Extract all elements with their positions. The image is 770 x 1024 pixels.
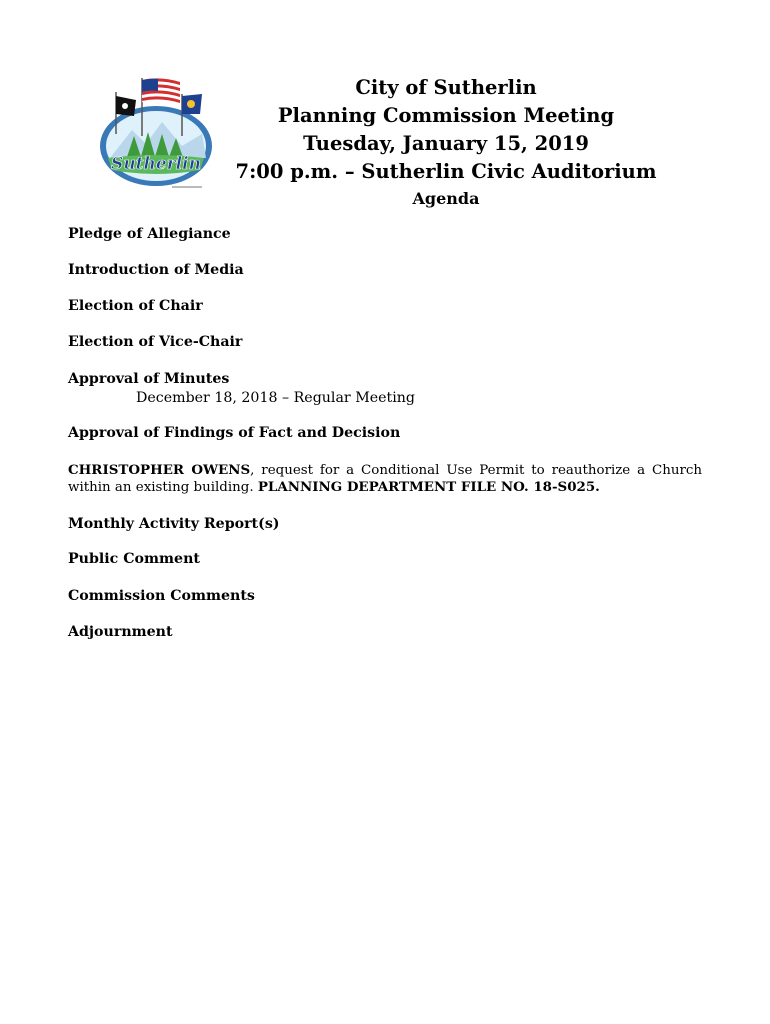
meeting-date: Tuesday, January 15, 2019 [303, 132, 589, 155]
meeting-title: Planning Commission Meeting [277, 104, 615, 127]
item-election-vice-chair: Election of Vice-Chair [68, 334, 243, 350]
planning-file-number: PLANNING DEPARTMENT FILE NO. 18-S025. [257, 479, 600, 495]
applicant-name: CHRISTOPHER OWENS [68, 462, 251, 478]
item-approval-minutes: Approval of Minutes [68, 371, 230, 387]
agenda-heading: Agenda [412, 189, 480, 208]
request-text-1: , request for a Conditional Use Permit to reauthorize a Church [250, 463, 702, 478]
minutes-detail: December 18, 2018 – Regular Meeting [136, 390, 415, 406]
item-adjournment: Adjournment [68, 624, 173, 640]
item-media: Introduction of Media [68, 262, 244, 278]
svg-text:Sutherlin: Sutherlin [111, 154, 201, 174]
request-text-2: within an existing building. [68, 480, 258, 495]
item-monthly-report: Monthly Activity Report(s) [68, 516, 280, 532]
item-approval-findings: Approval of Findings of Fact and Decision [68, 425, 401, 441]
city-title: City of Sutherlin [355, 76, 537, 99]
request-line-1 [68, 462, 702, 479]
meeting-time-location: 7:00 p.m. – Sutherlin Civic Auditorium [235, 160, 657, 183]
city-of-sutherlin-logo [96, 74, 216, 192]
conditional-use-request [68, 462, 702, 496]
item-election-chair: Election of Chair [68, 298, 203, 314]
item-pledge: Pledge of Allegiance [68, 226, 231, 242]
item-public-comment: Public Comment [68, 551, 200, 567]
item-commission-comments: Commission Comments [68, 588, 255, 604]
meeting-header [220, 74, 672, 210]
request-line-2 [68, 479, 702, 496]
